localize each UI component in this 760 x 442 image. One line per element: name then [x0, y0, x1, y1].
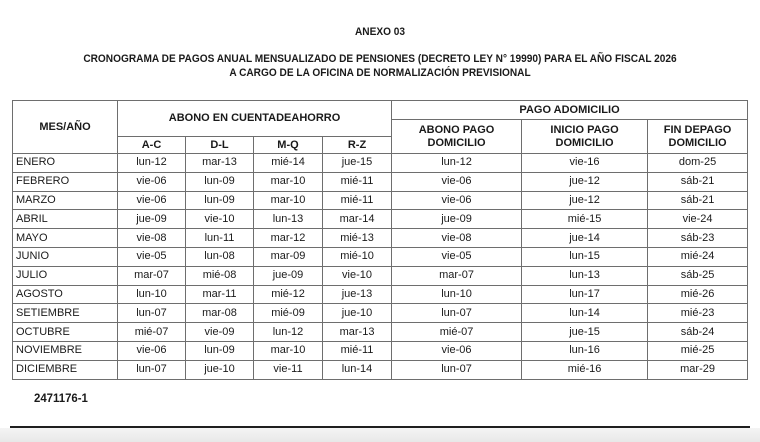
d-l-date-cell: lun-09: [186, 172, 254, 191]
header-fin-domicilio-line-2: DOMICILIO: [668, 136, 727, 149]
a-c-date-cell: mar-07: [118, 266, 186, 285]
fin-domicilio-cell: mié-23: [648, 304, 748, 323]
d-l-date-cell: mar-08: [186, 304, 254, 323]
m-q-date-cell: jue-09: [254, 266, 323, 285]
abono-domicilio-cell: vie-06: [392, 172, 522, 191]
month-cell: FEBRERO: [13, 172, 118, 191]
d-l-date-cell: mar-13: [186, 154, 254, 173]
header-month: MES/AÑO: [13, 101, 118, 154]
fin-domicilio-cell: mar-29: [648, 360, 748, 379]
month-cell: JULIO: [13, 266, 118, 285]
document-title: [30, 52, 729, 80]
r-z-date-cell: mar-14: [323, 210, 392, 229]
d-l-date-cell: lun-11: [186, 229, 254, 248]
header-abono-domicilio: [392, 120, 522, 154]
inicio-domicilio-cell: jue-14: [522, 229, 648, 248]
month-cell: DICIEMBRE: [13, 360, 118, 379]
fin-domicilio-cell: mié-24: [648, 247, 748, 266]
table-row: [13, 191, 748, 210]
fin-domicilio-cell: sáb-21: [648, 191, 748, 210]
a-c-date-cell: mié-07: [118, 323, 186, 342]
payment-schedule-table: [12, 100, 748, 380]
inicio-domicilio-cell: lun-16: [522, 341, 648, 360]
d-l-date-cell: vie-10: [186, 210, 254, 229]
inicio-domicilio-cell: lun-13: [522, 266, 648, 285]
table-row: [13, 285, 748, 304]
a-c-date-cell: vie-06: [118, 341, 186, 360]
inicio-domicilio-cell: jue-15: [522, 323, 648, 342]
table-row: [13, 172, 748, 191]
d-l-date-cell: jue-10: [186, 360, 254, 379]
inicio-domicilio-cell: mié-15: [522, 210, 648, 229]
abono-domicilio-cell: vie-05: [392, 247, 522, 266]
d-l-date-cell: lun-09: [186, 191, 254, 210]
header-a-c: A-C: [118, 137, 186, 154]
m-q-date-cell: mar-10: [254, 191, 323, 210]
month-cell: JUNIO: [13, 247, 118, 266]
inicio-domicilio-cell: lun-15: [522, 247, 648, 266]
inicio-domicilio-cell: jue-12: [522, 191, 648, 210]
m-q-date-cell: mar-10: [254, 341, 323, 360]
month-cell: ABRIL: [13, 210, 118, 229]
table-header: [13, 101, 748, 154]
m-q-date-cell: mar-09: [254, 247, 323, 266]
d-l-date-cell: vie-09: [186, 323, 254, 342]
month-cell: ENERO: [13, 154, 118, 173]
abono-domicilio-cell: vie-08: [392, 229, 522, 248]
fin-domicilio-cell: sáb-24: [648, 323, 748, 342]
inicio-domicilio-cell: vie-16: [522, 154, 648, 173]
table-row: [13, 229, 748, 248]
inicio-domicilio-cell: jue-12: [522, 172, 648, 191]
abono-domicilio-cell: vie-06: [392, 341, 522, 360]
d-l-date-cell: lun-08: [186, 247, 254, 266]
table-row: [13, 154, 748, 173]
a-c-date-cell: lun-07: [118, 360, 186, 379]
m-q-date-cell: mar-12: [254, 229, 323, 248]
abono-domicilio-cell: lun-07: [392, 304, 522, 323]
header-fin-domicilio-line-1: FIN DEPAGO: [663, 123, 732, 136]
fin-domicilio-cell: mié-26: [648, 285, 748, 304]
r-z-date-cell: mar-13: [323, 323, 392, 342]
header-r-z: R-Z: [323, 137, 392, 154]
m-q-date-cell: lun-12: [254, 323, 323, 342]
d-l-date-cell: mié-08: [186, 266, 254, 285]
document-title-line-2: A CARGO DE LA OFICINA DE NORMALIZACIÓN PREVISIONAL: [229, 67, 531, 79]
abono-domicilio-cell: lun-07: [392, 360, 522, 379]
month-cell: MAYO: [13, 229, 118, 248]
d-l-date-cell: lun-09: [186, 341, 254, 360]
abono-domicilio-cell: mar-07: [392, 266, 522, 285]
header-inicio-domicilio-line-1: INICIO PAGO: [550, 123, 619, 136]
r-z-date-cell: mié-11: [323, 341, 392, 360]
document-title-line-1: CRONOGRAMA DE PAGOS ANUAL MENSUALIZADO DE PENSIONES (DECRETO LEY N° 19990) PARA EL AÑO FISCAL 2026: [83, 53, 677, 65]
abono-domicilio-cell: vie-06: [392, 191, 522, 210]
header-inicio-domicilio: [522, 120, 648, 154]
header-inicio-domicilio-line-2: DOMICILIO: [555, 136, 614, 149]
inicio-domicilio-cell: lun-14: [522, 304, 648, 323]
r-z-date-cell: vie-10: [323, 266, 392, 285]
header-d-l: D-L: [186, 137, 254, 154]
month-cell: AGOSTO: [13, 285, 118, 304]
abono-domicilio-cell: lun-12: [392, 154, 522, 173]
fin-domicilio-cell: sáb-21: [648, 172, 748, 191]
table-row: [13, 304, 748, 323]
fin-domicilio-cell: mié-25: [648, 341, 748, 360]
header-abono-domicilio-line-1: ABONO PAGO: [418, 123, 495, 136]
a-c-date-cell: vie-06: [118, 191, 186, 210]
m-q-date-cell: mar-10: [254, 172, 323, 191]
r-z-date-cell: lun-14: [323, 360, 392, 379]
table-row: [13, 323, 748, 342]
a-c-date-cell: jue-09: [118, 210, 186, 229]
header-savings-group: ABONO EN CUENTADEAHORRO: [118, 101, 392, 137]
a-c-date-cell: lun-12: [118, 154, 186, 173]
r-z-date-cell: mié-10: [323, 247, 392, 266]
m-q-date-cell: mié-12: [254, 285, 323, 304]
header-m-q: M-Q: [254, 137, 323, 154]
abono-domicilio-cell: lun-10: [392, 285, 522, 304]
table-body: [13, 154, 748, 380]
table-row: [13, 247, 748, 266]
r-z-date-cell: mié-11: [323, 191, 392, 210]
r-z-date-cell: mié-13: [323, 229, 392, 248]
table-row: [13, 341, 748, 360]
month-cell: OCTUBRE: [13, 323, 118, 342]
r-z-date-cell: jue-15: [323, 154, 392, 173]
a-c-date-cell: vie-08: [118, 229, 186, 248]
r-z-date-cell: mié-11: [323, 172, 392, 191]
a-c-date-cell: lun-10: [118, 285, 186, 304]
m-q-date-cell: lun-13: [254, 210, 323, 229]
r-z-date-cell: jue-13: [323, 285, 392, 304]
table-row: [13, 210, 748, 229]
header-fin-domicilio: [648, 120, 748, 154]
reference-code: 2471176-1: [34, 391, 88, 405]
month-cell: NOVIEMBRE: [13, 341, 118, 360]
header-abono-domicilio-line-2: DOMICILIO: [427, 136, 486, 149]
r-z-date-cell: jue-10: [323, 304, 392, 323]
inicio-domicilio-cell: mié-16: [522, 360, 648, 379]
month-cell: MARZO: [13, 191, 118, 210]
abono-domicilio-cell: mié-07: [392, 323, 522, 342]
d-l-date-cell: mar-11: [186, 285, 254, 304]
a-c-date-cell: vie-06: [118, 172, 186, 191]
fin-domicilio-cell: sáb-23: [648, 229, 748, 248]
a-c-date-cell: lun-07: [118, 304, 186, 323]
m-q-date-cell: mié-14: [254, 154, 323, 173]
m-q-date-cell: mié-09: [254, 304, 323, 323]
table-row: [13, 266, 748, 285]
inicio-domicilio-cell: lun-17: [522, 285, 648, 304]
a-c-date-cell: vie-05: [118, 247, 186, 266]
table-row: [13, 360, 748, 379]
fin-domicilio-cell: dom-25: [648, 154, 748, 173]
month-cell: SETIEMBRE: [13, 304, 118, 323]
annex-title: ANEXO 03: [354, 26, 406, 38]
fin-domicilio-cell: vie-24: [648, 210, 748, 229]
m-q-date-cell: vie-11: [254, 360, 323, 379]
fin-domicilio-cell: sáb-25: [648, 266, 748, 285]
abono-domicilio-cell: jue-09: [392, 210, 522, 229]
page-edge-shadow: [0, 428, 760, 442]
header-home-group: PAGO ADOMICILIO: [392, 101, 748, 120]
